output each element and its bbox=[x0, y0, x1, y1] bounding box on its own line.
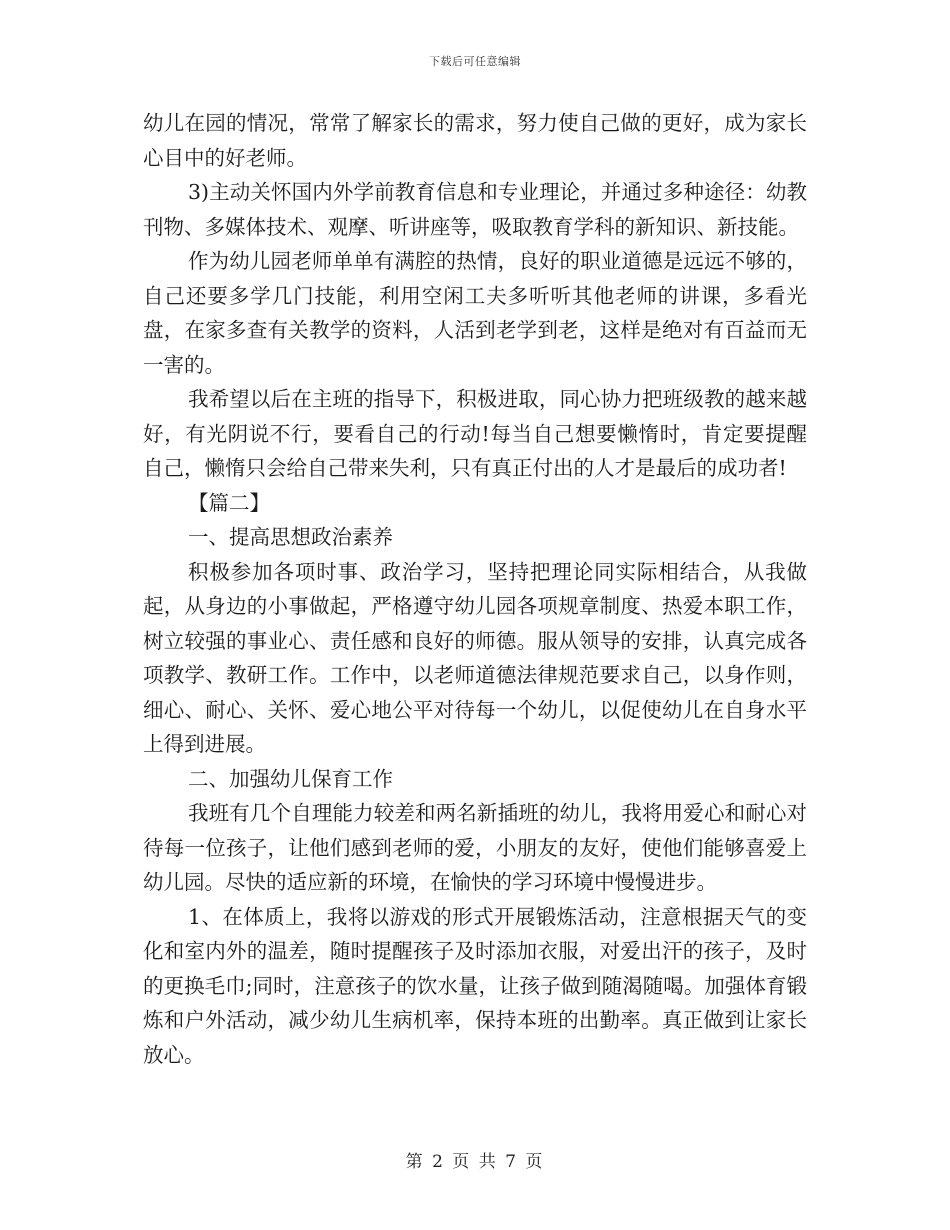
paragraph-1: 幼儿在园的情况，常常了解家长的需求，努力使自己做的更好，成为家长心目中的好老师。 bbox=[143, 111, 807, 170]
document-body bbox=[143, 106, 807, 1072]
page-header: 下载后可任意编辑 bbox=[429, 55, 521, 68]
subheading-political-quality: 一、提高思想政治素养 bbox=[188, 525, 393, 549]
page-footer: 第 2 页 共 7 页 bbox=[405, 1152, 545, 1172]
subheading-childcare-work: 二、加强幼儿保育工作 bbox=[188, 766, 393, 791]
section-heading-part-two: 【篇二】 bbox=[188, 490, 270, 515]
paragraph-physical-health: 1、在体质上，我将以游戏的形式开展锻炼活动，注意根据天气的变化和室内外的温差，随时提醒孩子及时添加衣服，对爱出汗的孩子，及时的更换毛巾;同时，注意孩子的饮水量，让孩子做到随渴随喝。加强体育锻炼和户外活动，减少幼儿生病机率，保持本班的出勤率。真正做到让家长放心。 bbox=[143, 904, 807, 1067]
paragraph-childcare: 我班有几个自理能力较差和两名新插班的幼儿，我将用爱心和耐心对待每一位孩子，让他们感到老师的爱，小朋友的友好，使他们能够喜爱上幼儿园。尽快的适应新的环境，在愉快的学习环境中慢慢进步。 bbox=[143, 801, 807, 894]
paragraph-political-study: 积极参加各项时事、政治学习，坚持把理论同实际相结合，从我做起，从身边的小事做起，严格遵守幼儿园各项规章制度、热爱本职工作，树立较强的事业心、责任感和良好的师德。服从领导的安排，认真完成各项教学、教研工作。工作中，以老师道德法律规范要求自己，以身作则，细心、耐心、关怀、爱心地公平对待每一个幼儿，以促使幼儿在自身水平上得到进展。 bbox=[143, 559, 807, 756]
paragraph-2: 3)主动关怀国内外学前教育信息和专业理论，并通过多种途径：幼教刊物、多媒体技术、观摩、听讲座等，吸取教育学科的新知识、新技能。 bbox=[143, 180, 807, 239]
paragraph-3: 作为幼儿园老师单单有满腔的热情，良好的职业道德是远远不够的，自己还要多学几门技能，利用空闲工夫多听听其他老师的讲课，多看光盘，在家多查有关教学的资料，人活到老学到老，这样是绝对有百益而无一害的。 bbox=[143, 249, 807, 377]
paragraph-4: 我希望以后在主班的指导下，积极进取，同心协力把班级教的越来越好，有光阴说不行，要看自己的行动!每当自己想要懒惰时，肯定要提醒自己，懒惰只会给自己带来失利，只有真正付出的人才是最后的成功者! bbox=[143, 387, 807, 480]
